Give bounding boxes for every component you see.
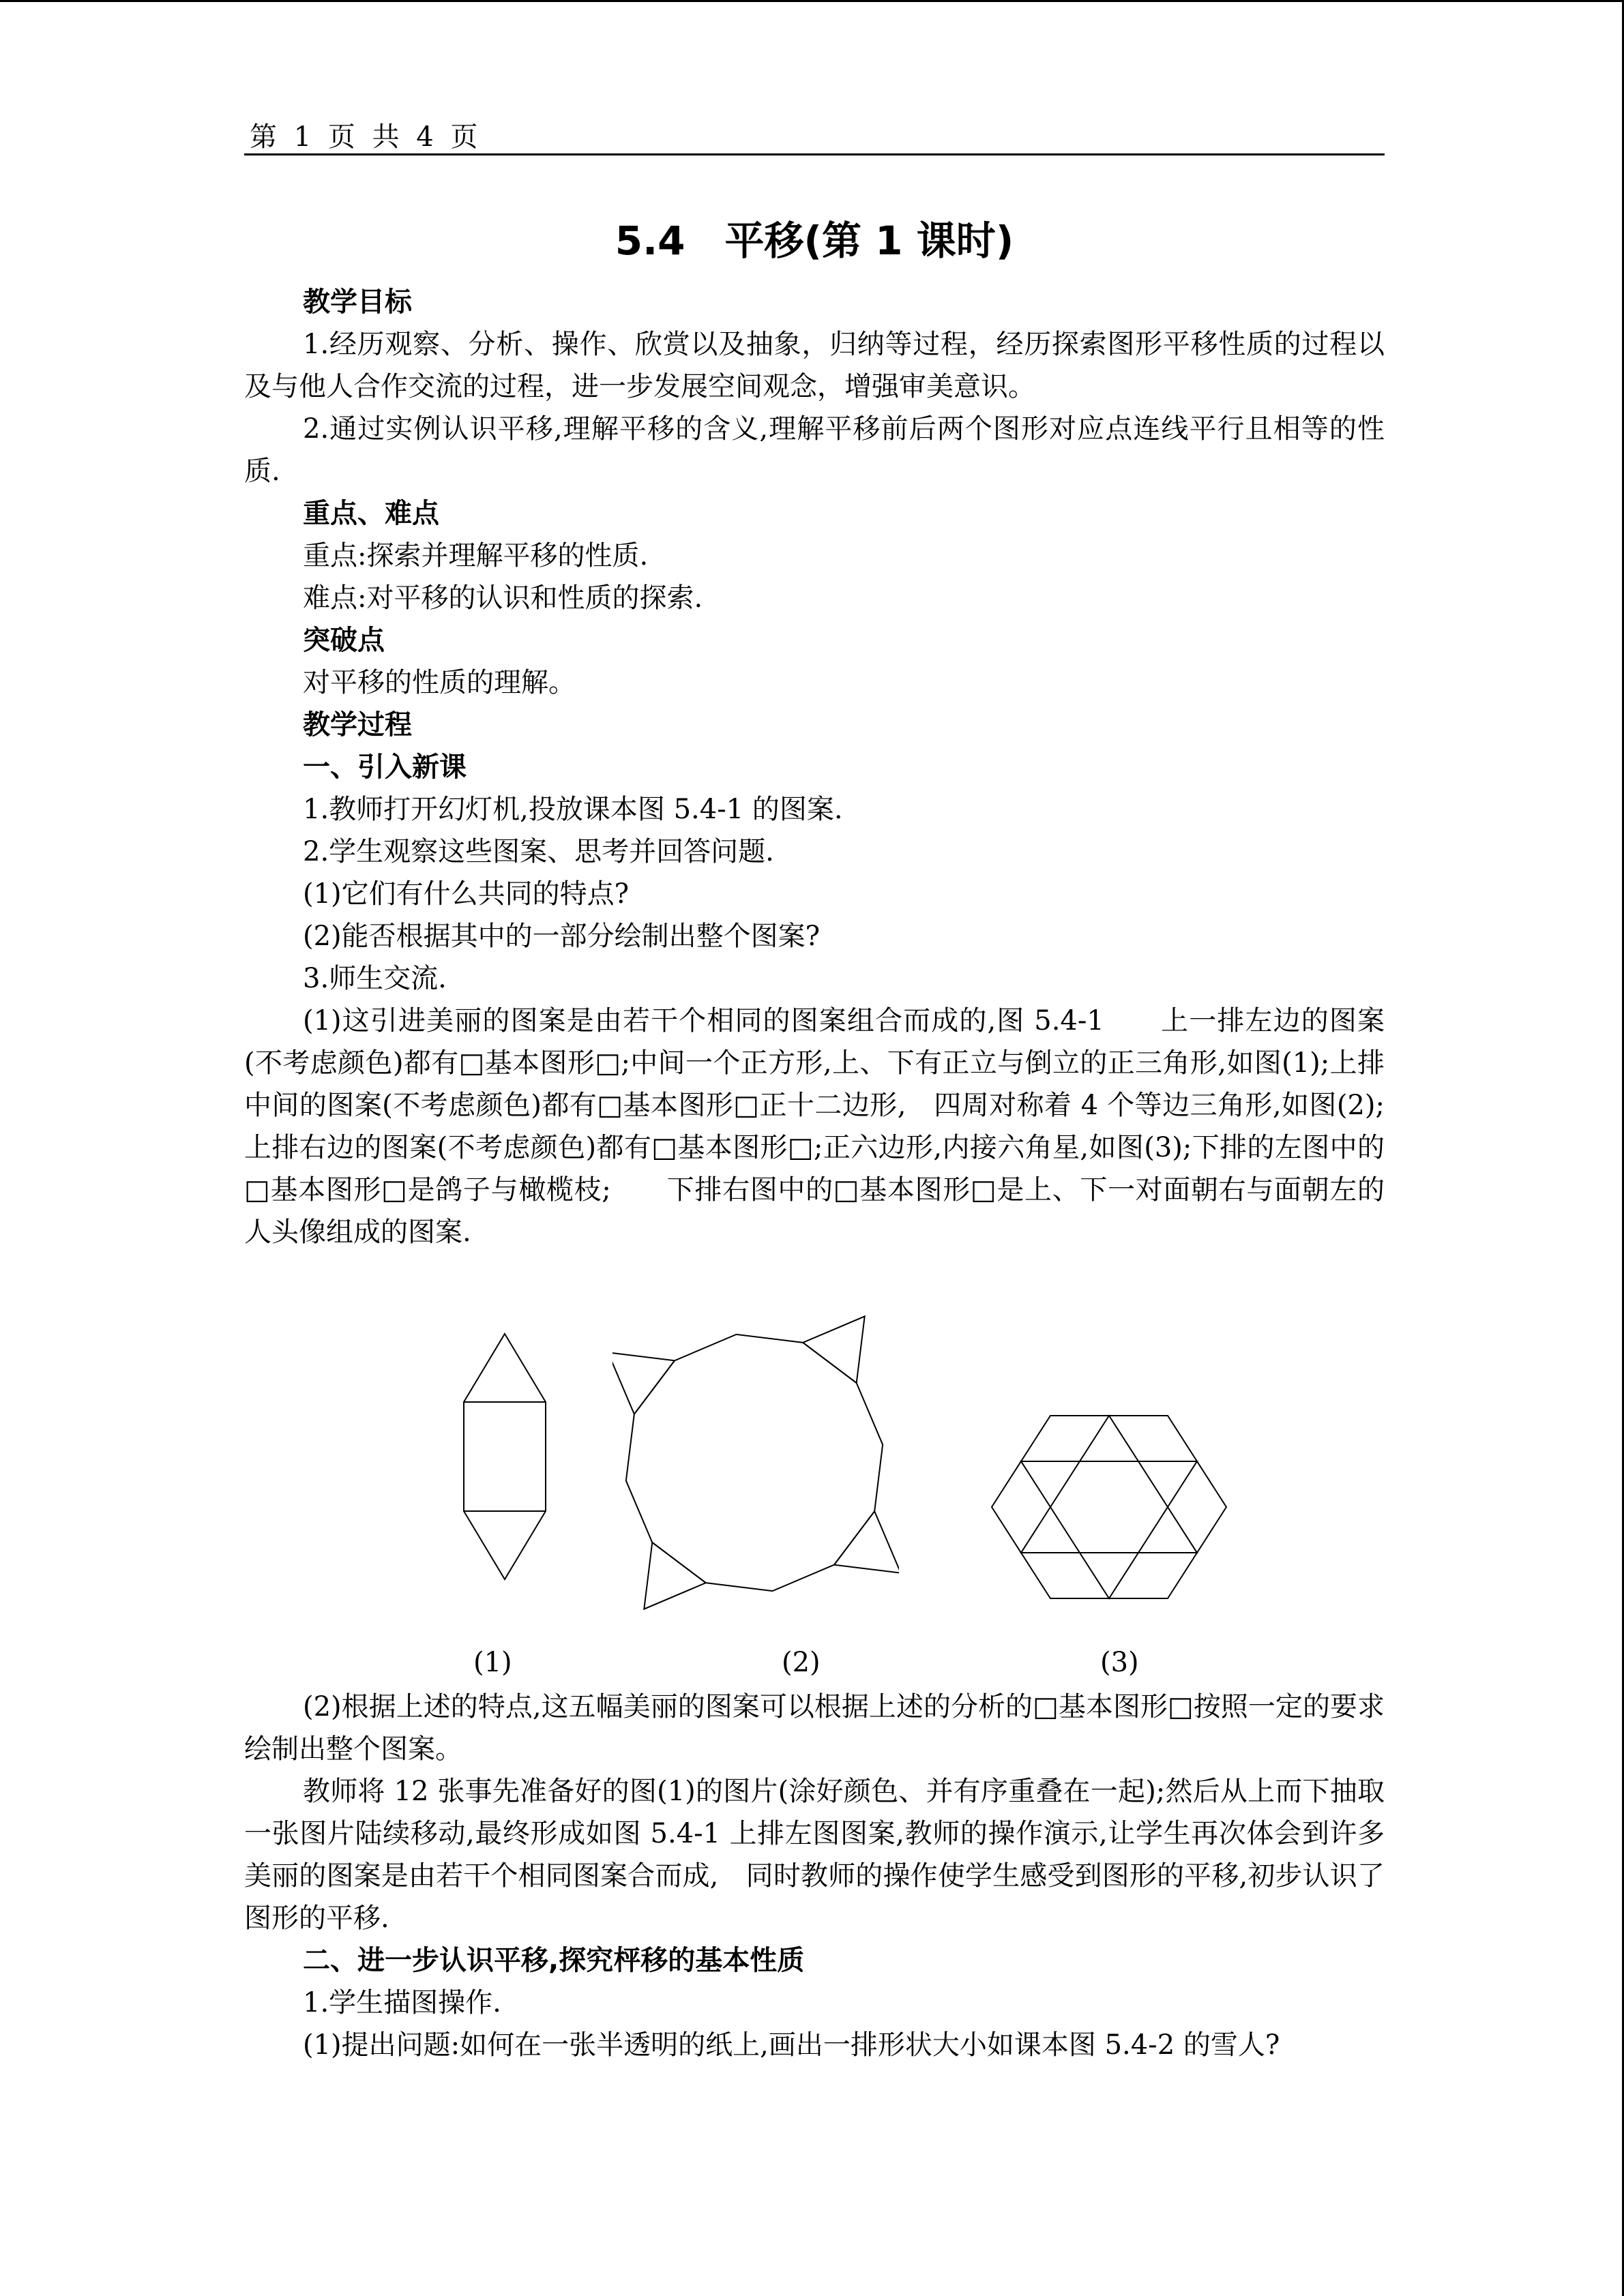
objectives-heading: 教学目标 (303, 286, 412, 318)
key-point: 重点:探索并理解平移的性质. (303, 540, 649, 571)
objective-1: 1.经历观察、分析、操作、欣赏以及抽象，归纳等过程，经历探索图形平移性质的过程以及与他人合作交流的过程，进一步发展空间观念，增强审美意识。 (244, 329, 1385, 402)
part2-heading: 二、进一步认识平移,探究枰移的基本性质 (303, 1945, 805, 1976)
question-2: (2)能否根据其中的一部分绘制出整个图案? (303, 921, 821, 952)
part2-step-1: 1.学生描图操作. (303, 1987, 501, 2018)
step-2: 2.学生观察这些图案、思考并回答问题. (303, 836, 774, 867)
page-border-top (0, 0, 1624, 2)
figure-group (244, 1268, 1385, 1678)
figure-2-label: (2) (782, 1647, 821, 1678)
question-1: (1)它们有什么共同的特点? (303, 878, 630, 910)
step-3: 3.师生交流. (303, 963, 447, 994)
document-body (244, 281, 1385, 1253)
key-heading: 重点、难点 (303, 498, 439, 529)
figure-2-dodecagon-triangles (612, 1268, 899, 1623)
difficult-point: 难点:对平移的认识和性质的探索. (303, 582, 703, 614)
breakthrough-heading: 突破点 (303, 625, 385, 656)
star-triangle-1 (1021, 1416, 1197, 1553)
figure-1-square-triangles (461, 1331, 557, 1590)
document-title: 5.4 平移(第 1 课时) (615, 218, 1014, 264)
discussion-2: (2)根据上述的特点,这五幅美丽的图案可以根据上述的分析的□基本图形□按照一定的要求绘制出整个图案。 (244, 1691, 1385, 1765)
page-number: 第 1 页 共 4 页 (250, 121, 482, 153)
process-heading: 教学过程 (303, 709, 412, 741)
part1-heading: 一、引入新课 (303, 751, 467, 783)
hexagon (992, 1416, 1226, 1598)
step-1: 1.教师打开幻灯机,投放课本图 5.4-1 的图案. (303, 794, 843, 825)
figure-3-label: (3) (1100, 1647, 1139, 1678)
outer-triangle-4 (803, 1316, 865, 1383)
objective-2: 2.通过实例认识平移,理解平移的含义,理解平移前后两个图形对应点连线平行且相等的性质. (244, 413, 1385, 487)
outer-triangle-3 (612, 1352, 675, 1414)
star-triangle-2 (1021, 1461, 1197, 1598)
part2-question-1: (1)提出问题:如何在一张半透明的纸上,画出一排形状大小如课本图 5.4-2 的雪人? (303, 2029, 1280, 2061)
document-body-continued (244, 1686, 1385, 2066)
teacher-demo: 教师将 12 张事先准备好的图(1)的图片(涂好颜色、并有序重叠在一起);然后从上而下抽取一张图片陆续移动,最终形成如图 5.4-1 上排左图图案,教师的操作演示,让学生再次体会到许多美丽的图案是由若干个相同图案合而成, 同时教师的操作使学生感受到图形的平移,初步认识了图形的平移. (244, 1776, 1385, 1934)
discussion-1: (1)这引进美丽的图案是由若干个相同的图案组合而成的,图 5.4-1 上一排左边的图案(不考虑颜色)都有□基本图形□;中间一个正方形,上、下有正立与倒立的正三角形,如图(1);上排中间的图案(不考虑颜色)都有□基本图形□正十二边形, 四周对称着 4 个等边三角形,如图(2);上排右边的图案(不考虑颜色)都有□基本图形□;正六边形,内接六角星,如图(3);下排的左图中的□基本图形□是鸽子与橄榄枝; 下排右图中的□基本图形□是上、下一对面朝右与面朝左的人头像组成的图案. (244, 1005, 1385, 1248)
page-header (244, 113, 1385, 155)
outer-triangle-2 (644, 1542, 706, 1609)
figure-1-label: (1) (473, 1647, 512, 1678)
figure-3-hexagon-star (986, 1398, 1232, 1616)
outer-triangle-1 (834, 1511, 899, 1573)
breakthrough-text: 对平移的性质的理解。 (303, 667, 576, 698)
